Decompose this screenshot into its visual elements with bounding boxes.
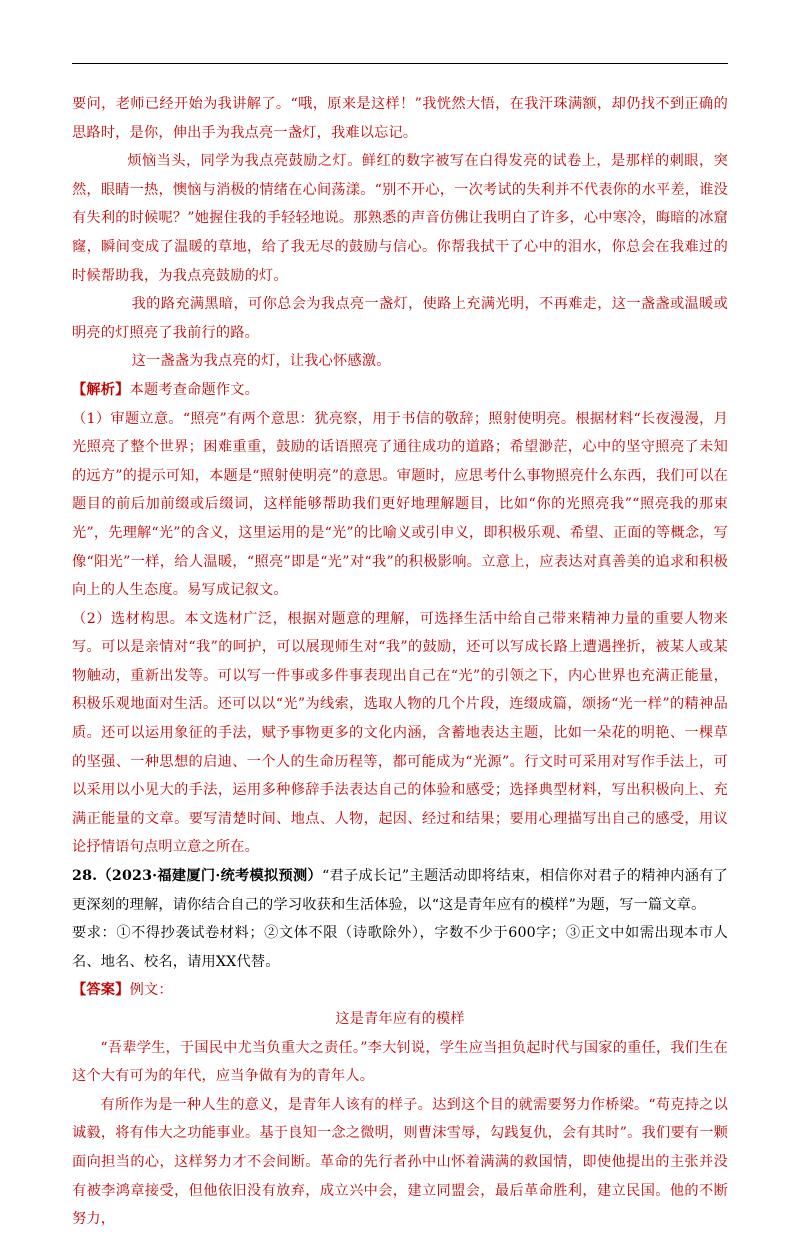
question-prompt xyxy=(72,862,728,919)
analysis-intro: 本题考查命题作文。 xyxy=(129,381,260,398)
question-source: （2023·福建厦门·统考模拟预测） xyxy=(97,868,322,885)
header-rule xyxy=(72,63,728,64)
analysis-paragraph: （1）审题立意。“照亮”有两个意思：犹亮察，用于书信的敬辞；照射使明亮。根据材料“长夜漫漫，月光照亮了整个世界；困难重重，鼓励的话语照亮了通往成功的道路；希望渺茫，心中的坚守照亮了未知的远方”的提示可知，本题是“照射使明亮”的意思。审题时，应思考什么事物照亮什么东西，我们可以在题目的前后加前缀或后缀词，这样能够帮助我们更好地理解题目，比如“你的光照亮我”“照亮我的那束光”，先理解“光”的含义，这里运用的是“光”的比喻义或引申义，即积极乐观、希望、正面的等概念，写像“阳光”一样，给人温暖，“照亮”即是“光”对“我”的积极影响。立意上，应表达对真善美的追求和积极向上的人生态度。易写成记叙文。 xyxy=(72,410,728,599)
analysis-paragraph: （2）选材构思。本文选材广泛，根据对题意的理解，可选择生活中给自己带来精神力量的重要人物来写。可以是亲情对“我”的呵护，可以展现师生对“我”的鼓励，还可以写成长路上遭遇挫折，被某人或某物触动，重新出发等。可以写一件事或多件事表现出自己在“光”的引领之下，内心世界也充满正能量，积极乐观地面对生活。还可以以“光”为线索，选取人物的几个片段，连缀成篇，颂扬“光一样”的精神品质。还可以运用象征的手法，赋予事物更多的文化内涵，含蓄地表达主题，比如一朵花的明艳、一棵草的坚强、一种思想的启迪、一个人的生命历程等，都可能成为“光源”。行文时可采用对写作手法上，可以采用以小见大的手法，运用多种修辞手法表达自己的体验和感受；选择典型材料，写出积极向上、充满正能量的文章。要写清楚时间、地点、人物，起因、经过和结果；要用心理描写出自己的感受，用议论抒情语句点明立意之所在。 xyxy=(72,610,728,856)
question-text: “君子成长记”主题活动即将结束，相信你对君子的精神内涵有了更深刻的理解，请你结合自己的学习收获和生活体验，以“这是青年应有的模样”为题，写一篇文章。 xyxy=(72,868,728,913)
answer-intro: 例文： xyxy=(129,982,173,999)
answer-heading xyxy=(72,976,728,1005)
essay-paragraph: 这一盏盏为我点亮的灯，让我心怀感激。 xyxy=(131,353,391,370)
analysis-label: 【解析】 xyxy=(72,381,130,398)
essay-paragraph: 有所作为是一种人生的意义，是青年人该有的样子。达到这个目的就需要努力作桥梁。“苟克持之以诚毅，将有伟大之功能事业。基于良知一念之微明，则曹沫雪辱，勾践复仇，会有其时”。我们要有一颗面向担当的心，这样努力才不会间断。革命的先行者孙中山怀着满满的救国情，即使他提出的主张并没有被李鸿章接受，但他依旧没有放弃，成立兴中会，建立同盟会，最后革命胜利，建立民国。他的不断努力， xyxy=(72,1096,728,1228)
essay-paragraph: 要问，老师已经开始为我讲解了。“哦，原来是这样！”我恍然大悟，在我汗珠满额，却仍找不到正确的思路时，是你，伸出手为我点亮一盏灯，我难以忘记。 xyxy=(72,96,728,141)
analysis-heading xyxy=(72,376,728,405)
essay-title: 这是青年应有的模样 xyxy=(335,1011,465,1027)
essay-paragraph: 烦恼当头，同学为我点亮鼓励之灯。鲜红的数字被写在白得发亮的试卷上，是那样的刺眼，突然，眼睛一热，懊恼与消极的情绪在心间荡漾。“别不开心，一次考试的失利并不代表你的水平差，谁没有失利的时候呢？”她握住我的手轻轻地说。那熟悉的声音仿佛让我明白了许多，心中寒冷，晦暗的冰窟窿，瞬间变成了温暖的草地，给了我无尽的鼓励与信心。你帮我拭干了心中的泪水，你总会在我难过的时候帮助我，为我点亮鼓励的灯。 xyxy=(72,153,728,284)
essay-paragraph: 我的路充满黑暗，可你总会为我点亮一盏灯，使路上充满光明，不再难走，这一盏盏或温暖或明亮的灯照亮了我前行的路。 xyxy=(72,296,728,341)
question-requirements: 要求：①不得抄袭试卷材料；②文体不限（诗歌除外），字数不少于600字；③正文中如需出现本市人名、地名、校名，请用XX代替。 xyxy=(72,925,728,970)
question-number: 28. xyxy=(72,868,98,885)
answer-label: 【答案】 xyxy=(72,982,130,999)
document-body xyxy=(72,90,728,1234)
essay-paragraph: “吾辈学生，于国民中尤当负重大之责任。”李大钊说，学生应当担负起时代与国家的重任，我们生在这个大有可为的年代，应当争做有为的青年人。 xyxy=(72,1039,728,1085)
